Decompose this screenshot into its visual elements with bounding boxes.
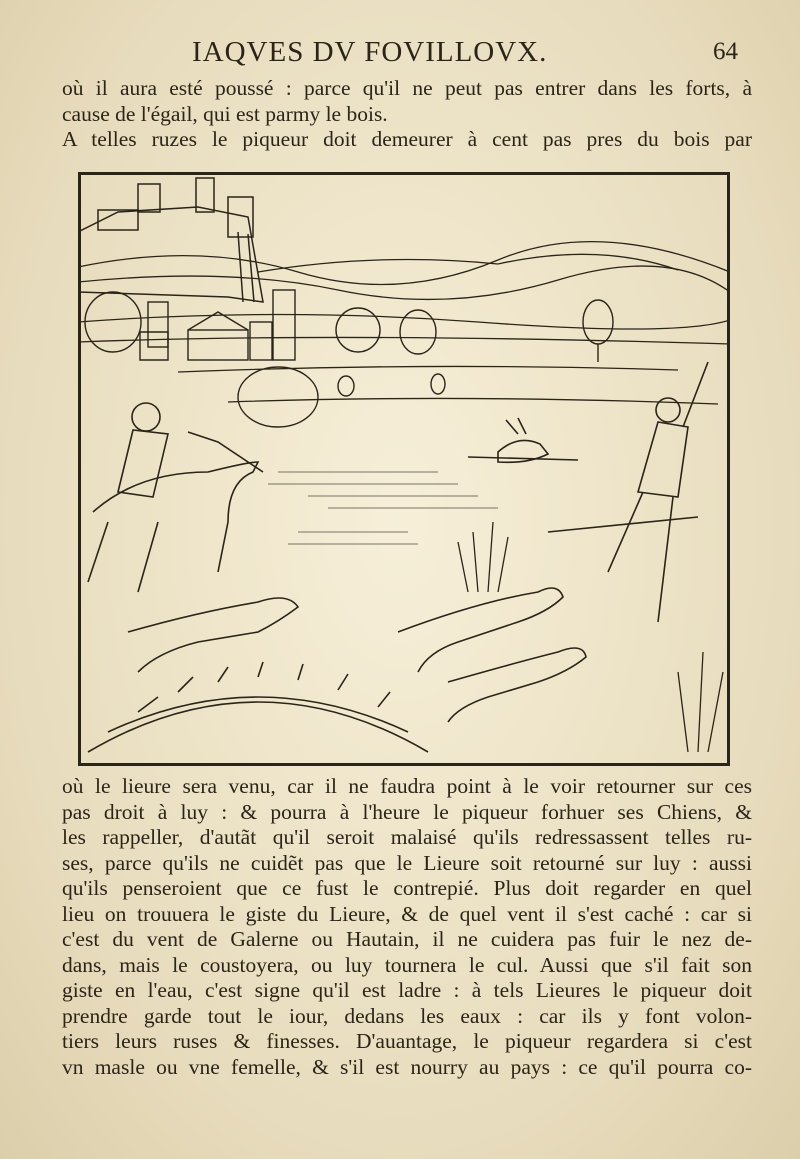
hare [468, 418, 578, 462]
woodcut-border [80, 174, 729, 765]
text-block-top [62, 76, 752, 153]
page-header [0, 36, 800, 76]
text-block-bottom [62, 774, 752, 1080]
text-line: tiers leurs ruses & finesses. D'auantage, le piqueur regardera si c'est [62, 1029, 752, 1053]
text-line: où il aura esté poussé : parce qu'il ne peut pas entrer dans les forts, à [62, 76, 752, 100]
reeds [458, 522, 723, 752]
running-head: IAQVES DV FOVILLOVX. [192, 36, 548, 68]
town [140, 290, 295, 360]
hounds [128, 588, 586, 722]
text-line: cause de l'égail, qui est parmy le bois. [62, 101, 388, 126]
hills [78, 242, 730, 404]
text-line: qu'ils penseroient que ce fust le contrepié. Plus doit regarder en quel [62, 876, 752, 900]
text-line: c'est du vent de Galerne ou Hautain, il ne cuidera pas fuir le nez de- [62, 927, 752, 951]
bridge [88, 662, 428, 752]
text-line: A telles ruzes le piqueur doit demeurer à cent pas pres du bois par [62, 127, 752, 151]
woodcut-hunting-scene [78, 172, 730, 766]
page-number: 64 [713, 38, 738, 65]
text-line: prendre garde tout le iour, dedans les eaux : car ils y font volon- [62, 1003, 752, 1028]
castle-on-hill [78, 178, 263, 302]
text-line: vn masle ou vne femelle, & s'il est nourry au pays : ce qu'il pourra co- [62, 1054, 752, 1079]
woodcut-illustration [78, 172, 730, 766]
text-line: pas droit à luy : & pourra à l'heure le piqueur forhuer ses Chiens, & [62, 799, 752, 824]
horseman [88, 403, 263, 592]
text-line: lieu on trouuera le giste du Lieure, & de quel vent il s'est caché : car si [62, 901, 752, 926]
text-line: les rappeller, d'autãt qu'il seroit malaisé qu'ils redressassent telles ru- [62, 825, 752, 849]
text-line: ses, parce qu'ils ne cuidẽt pas que le Lieure soit retourné sur luy : aussi [62, 850, 752, 875]
text-line: où le lieure sera venu, car il ne faudra point à le voir retourner sur ces [62, 774, 752, 798]
text-line: giste en l'eau, c'est signe qu'il est ladre : à tels Lieures le piqueur doit [62, 978, 752, 1002]
water-hatching [268, 472, 498, 544]
text-line: dans, mais le coustoyera, ou luy tournera le cul. Aussi que s'il fait son [62, 952, 752, 977]
